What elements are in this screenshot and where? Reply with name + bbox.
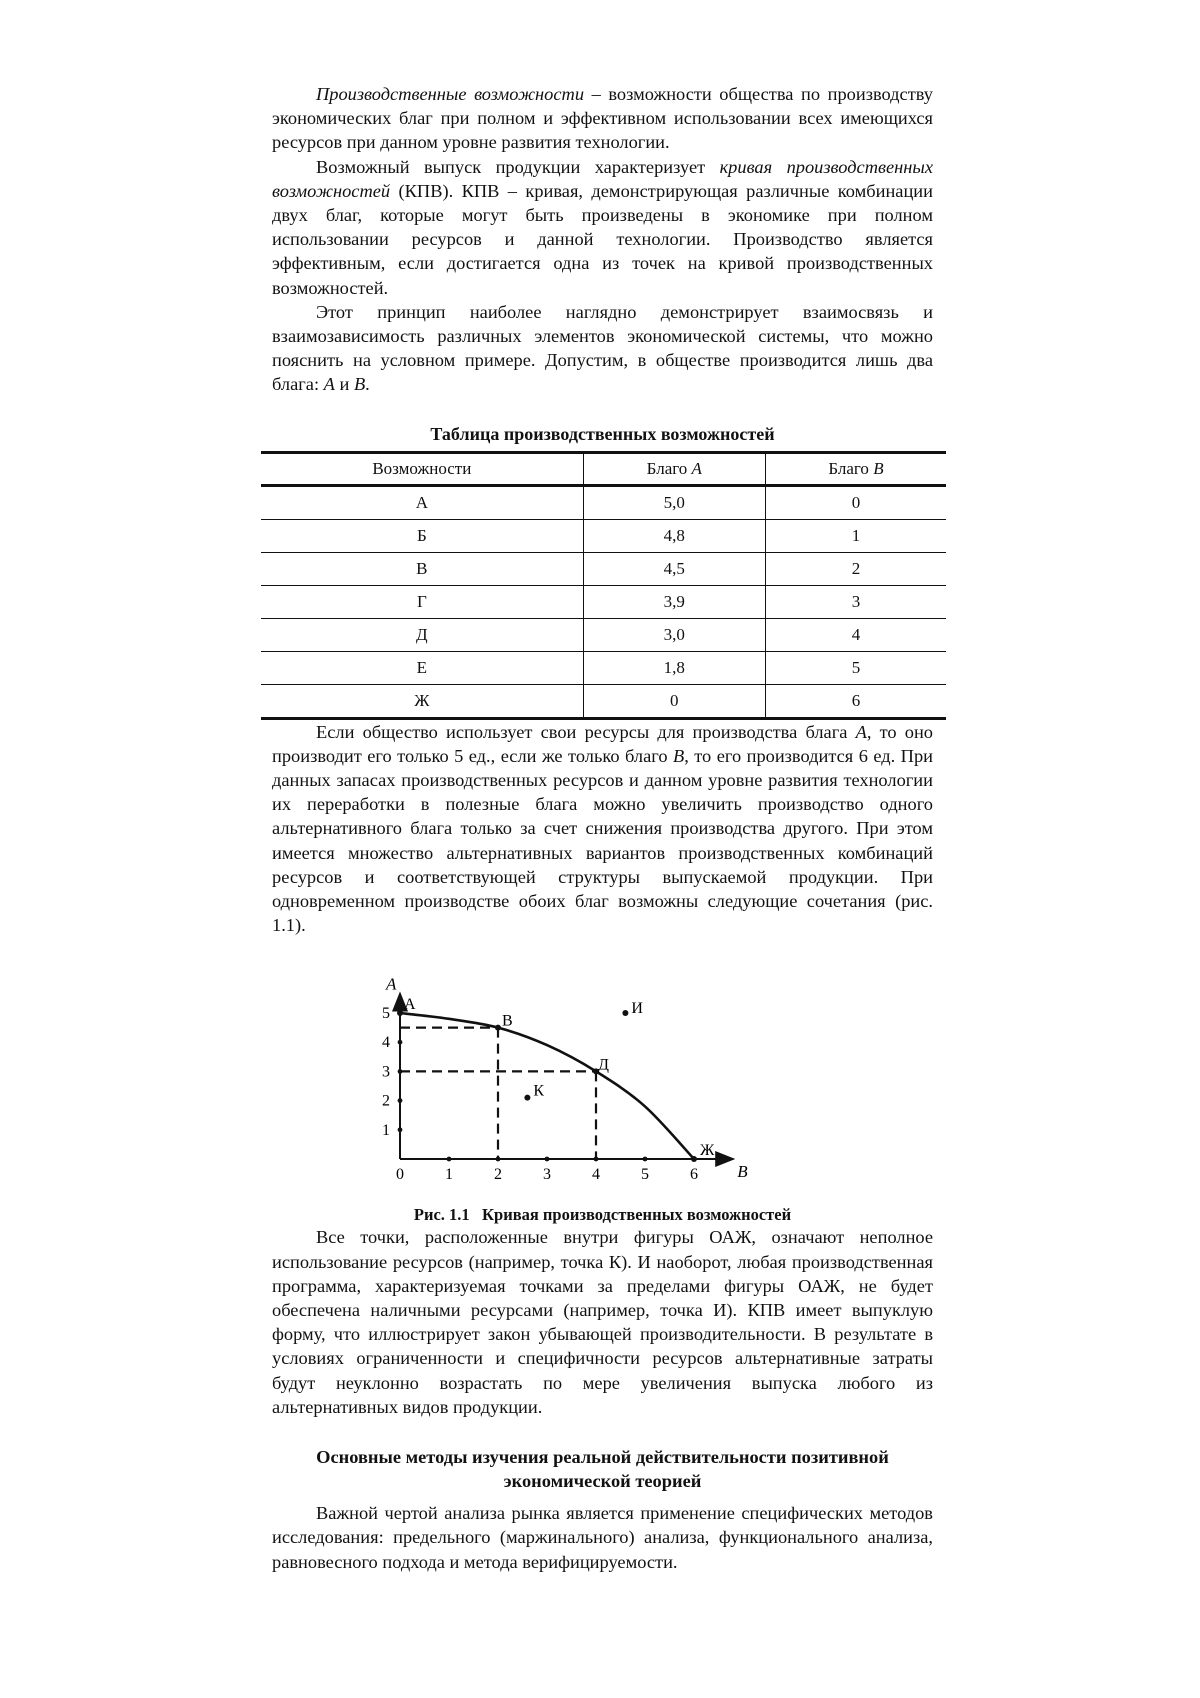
x-tick-dot	[496, 1157, 501, 1162]
y-tick-dot	[398, 1099, 403, 1104]
cell-good-a: 0	[583, 684, 765, 718]
term-ppc: кривая производственных возможностей	[272, 156, 933, 201]
x-tick-dot	[594, 1157, 599, 1162]
y-tick-label: 2	[382, 1093, 390, 1111]
paragraph-explanation	[272, 720, 933, 938]
point-label: К	[533, 1083, 545, 1101]
y-axis-label: A	[386, 974, 397, 994]
point-label: А	[404, 996, 416, 1014]
cell-good-a: 1,8	[583, 651, 765, 684]
header-good-b	[765, 452, 946, 485]
cell-possibility: Б	[416, 525, 427, 545]
cell-possibility: Д	[416, 624, 428, 644]
x-tick-label: 3	[543, 1166, 551, 1184]
paragraph-text: , то оно производит его только 5 ед., если же только благо	[272, 721, 934, 766]
point-marker	[397, 1010, 403, 1016]
cell-good-b: 5	[765, 651, 946, 684]
header-text: Благо	[828, 458, 874, 478]
figure-caption	[272, 1205, 933, 1225]
cell-good-b: 0	[765, 485, 946, 519]
header-good-a	[583, 452, 765, 485]
term-production-possibilities: Производственные возможности	[316, 84, 585, 104]
possibilities-table	[261, 451, 946, 720]
paragraph-text: .	[365, 374, 370, 395]
paragraph-ppc	[272, 155, 933, 300]
x-tick-label: 6	[690, 1166, 698, 1184]
paragraph-text: Этот принцип наиболее наглядно демонстрирует взаимосвязь и взаимозависимость различных элементов экономической системы, что можно пояснить на условном примере. Допустим, в обществе производится лишь два блага:	[272, 301, 933, 395]
good-a-label: A	[323, 374, 335, 395]
table-title: Таблица производственных возможностей	[430, 423, 775, 444]
table-row	[261, 618, 946, 651]
y-tick-label: 4	[382, 1034, 390, 1052]
header-text: Благо	[646, 458, 692, 478]
y-tick-label: 1	[382, 1122, 390, 1140]
good-b-label: B	[353, 374, 366, 395]
cell-good-b: 2	[765, 552, 946, 585]
header-italic: B	[873, 458, 884, 478]
good-a-label: A	[855, 721, 867, 742]
paragraph-text: , то его производится 6 ед. При данных запасах производственных ресурсов и данном уровне развития технологии их переработки в полезные блага можно увеличить производство одного альтернативного блага только за счет снижения производства другого. При этом имеется множество альтернативных вариантов производственных комбинаций ресурсов и соответствующей структуры выпускаемой продукции. При одновременном производстве обоих благ возможны следующие сочетания (рис. 1.1).	[272, 745, 933, 936]
paragraph-text: и	[334, 374, 354, 395]
ppc-curve	[400, 1013, 694, 1159]
y-tick-label: 5	[382, 1005, 390, 1023]
point-marker	[622, 1010, 628, 1016]
paragraph-text: Возможный выпуск продукции характеризует	[316, 156, 720, 177]
paragraph-methods: Важной чертой анализа рынка является применение специфических методов исследования: предельного (маржинального) анализа, функционального анализа, равновесного подхода и метода верифицируемости.	[272, 1503, 933, 1572]
point-label: И	[631, 1000, 643, 1018]
y-tick-label: 3	[382, 1063, 390, 1081]
good-b-label: B	[672, 745, 685, 766]
x-tick-label: 4	[592, 1166, 600, 1184]
point-label: Ж	[700, 1142, 715, 1160]
cell-good-b: 6	[765, 684, 946, 718]
x-tick-dot	[447, 1157, 452, 1162]
x-tick-label: 1	[445, 1166, 453, 1184]
table-row	[261, 485, 946, 519]
cell-possibility: В	[416, 558, 428, 578]
x-axis-label: B	[737, 1162, 748, 1182]
cell-good-b: 3	[765, 585, 946, 618]
y-tick-dot	[398, 1128, 403, 1133]
paragraph-text: – возможности общества по производству экономических благ при полном и эффективном использовании всех имеющихся ресурсов при данном уровне развития технологии.	[272, 84, 933, 153]
cell-possibility: А	[415, 492, 428, 512]
figure-title: Кривая производственных возможностей	[482, 1205, 792, 1225]
ppc-chart	[272, 937, 933, 1205]
header-italic: A	[691, 458, 702, 478]
cell-good-b: 1	[765, 519, 946, 552]
paragraph-example	[272, 300, 933, 397]
x-tick-label: 5	[641, 1166, 649, 1184]
x-tick-dot	[545, 1157, 550, 1162]
paragraph-definition	[272, 82, 933, 155]
x-tick-label: 2	[494, 1166, 502, 1184]
cell-good-a: 5,0	[583, 485, 765, 519]
figure-number: Рис. 1.1	[413, 1205, 470, 1225]
table-row	[261, 552, 946, 585]
cell-possibility: Е	[416, 657, 428, 677]
cell-good-a: 3,9	[583, 585, 765, 618]
point-label: В	[502, 1013, 513, 1031]
page-content	[272, 82, 933, 1574]
table-header-row	[261, 452, 946, 485]
table-row	[261, 651, 946, 684]
point-label: Д	[598, 1056, 609, 1074]
table-row	[261, 684, 946, 718]
table-row	[261, 519, 946, 552]
paragraph-interpretation: Все точки, расположенные внутри фигуры ОАЖ, означают неполное использование ресурсов (например, точка К). И наоборот, любая производственная программа, характеризуемая точками за пределами фигуры ОАЖ, не будет обеспечена наличными ресурсами (например, точка И). КПВ имеет выпуклую форму, что иллюстрирует закон убывающей производительности. В результате в условиях ограниченности и специфичности ресурсов альтернативные затраты будут неуклонно возрастать по мере увеличения выпуска любого из альтернативных видов продукции.	[272, 1227, 933, 1417]
point-marker	[691, 1156, 697, 1162]
header-possibilities: Возможности	[372, 458, 472, 478]
ppc-figure	[272, 937, 933, 1205]
table-row	[261, 585, 946, 618]
cell-good-b: 4	[765, 618, 946, 651]
x-tick-dot	[643, 1157, 648, 1162]
cell-possibility: Г	[416, 591, 427, 611]
point-marker	[524, 1095, 530, 1101]
y-tick-dot	[398, 1069, 403, 1074]
cell-good-a: 3,0	[583, 618, 765, 651]
paragraph-text: (КПВ). КПВ – кривая, демонстрирующая различные комбинации двух благ, которые могут быть произведены в экономике при полном использовании ресурсов и данной технологии. Производство является эффективным, если достигается одна из точек на кривой производственных возможностей.	[272, 180, 933, 298]
point-marker	[495, 1025, 501, 1031]
cell-good-a: 4,5	[583, 552, 765, 585]
cell-possibility: Ж	[414, 690, 430, 710]
x-tick-label: 0	[396, 1166, 404, 1184]
paragraph-text: Если общество использует свои ресурсы для производства блага	[316, 721, 856, 742]
section-heading: Основные методы изучения реальной действительности позитивной экономической теорией	[316, 1447, 889, 1492]
y-tick-dot	[398, 1040, 403, 1045]
cell-good-a: 4,8	[583, 519, 765, 552]
